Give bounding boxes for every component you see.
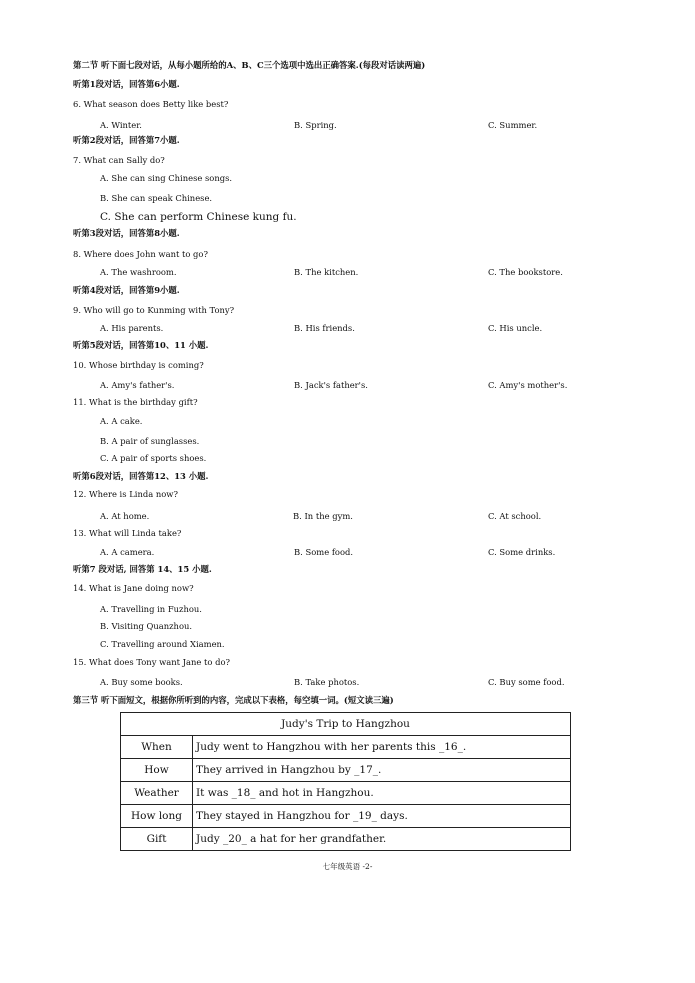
q6-option-b: B. Spring. [294,120,337,130]
row-key: How long [121,805,193,828]
q8-option-c: C. The bookstore. [488,267,563,277]
table-row [121,759,571,782]
q12-option-b: B. In the gym. [293,511,353,521]
row-key: Weather [121,782,193,805]
page-footer: 七年级英语 -2- [322,862,373,871]
q10-option-a: A. Amy's father's. [100,380,175,390]
q15-option-c: C. Buy some food. [488,677,565,687]
q11-option-b: B. A pair of sunglasses. [100,436,200,446]
group-intro: 听第2段对话，回答第7小题. [73,135,180,145]
q15-option-a: A. Buy some books. [100,677,183,687]
q10-option-b: B. Jack's father's. [294,380,368,390]
question-6: 6. What season does Betty like best? [73,99,229,109]
q7-option-b: B. She can speak Chinese. [100,193,213,203]
q9-option-c: C. His uncle. [488,323,543,333]
row-key: When [121,736,193,759]
group-intro: 听第6段对话，回答第12、13 小题. [73,471,209,481]
q14-option-c: C. Travelling around Xiamen. [100,639,225,649]
section3-header: 第三节 听下面短文，根据你所听到的内容，完成以下表格，每空填一词。(短文读三遍) [73,695,394,705]
group-intro: 听第4段对话，回答第9小题. [73,285,180,295]
row-value: It was _18_ and hot in Hangzhou. [193,782,571,805]
question-10: 10. Whose birthday is coming? [73,360,204,370]
question-9: 9. Who will go to Kunming with Tony? [73,305,235,315]
question-11: 11. What is the birthday gift? [73,397,198,407]
question-15: 15. What does Tony want Jane to do? [73,657,230,667]
q13-option-a: A. A camera. [100,547,155,557]
row-value: They stayed in Hangzhou for _19_ days. [193,805,571,828]
q14-option-a: A. Travelling in Fuzhou. [100,604,202,614]
table-row [121,736,571,759]
q13-option-b: B. Some food. [294,547,354,557]
group-intro: 听第5段对话，回答第10、11 小题. [73,340,209,350]
q6-option-c: C. Summer. [488,120,538,130]
q9-option-a: A. His parents. [100,323,164,333]
q7-option-a: A. She can sing Chinese songs. [100,173,233,183]
group-intro: 听第1段对话，回答第6小题. [73,79,180,89]
table-row [121,782,571,805]
group-intro: 听第3段对话，回答第8小题. [73,228,180,238]
q11-option-a: A. A cake. [100,416,143,426]
row-key: Gift [121,828,193,851]
q12-option-c: C. At school. [488,511,542,521]
q11-option-c: C. A pair of sports shoes. [100,453,207,463]
q13-option-c: C. Some drinks. [488,547,556,557]
question-7: 7. What can Sally do? [73,155,165,165]
q8-option-b: B. The kitchen. [294,267,359,277]
q7-option-c: C. She can perform Chinese kung fu. [100,211,297,223]
row-key: How [121,759,193,782]
q9-option-b: B. His friends. [294,323,355,333]
table-title: Judy's Trip to Hangzhou [121,713,571,736]
q14-option-b: B. Visiting Quanzhou. [100,621,193,631]
question-12: 12. Where is Linda now? [73,489,178,499]
q6-option-a: A. Winter. [100,120,142,130]
q15-option-b: B. Take photos. [294,677,360,687]
question-13: 13. What will Linda take? [73,528,182,538]
q10-option-c: C. Amy's mother's. [488,380,568,390]
q8-option-a: A. The washroom. [100,267,177,277]
question-8: 8. Where does John want to go? [73,249,208,259]
question-14: 14. What is Jane doing now? [73,583,194,593]
q12-option-a: A. At home. [100,511,150,521]
table-row [121,805,571,828]
row-value: Judy went to Hangzhou with her parents this _16_. [193,736,571,759]
group-intro: 听第7 段对话, 回答第 14、15 小题. [73,564,212,574]
section2-header: 第二节 听下面七段对话，从每小题所给的A、B、C三个选项中选出正确答案.(每段对话读两遍) [73,60,426,70]
row-value: Judy _20_ a hat for her grandfather. [193,828,571,851]
row-value: They arrived in Hangzhou by _17_. [193,759,571,782]
table-row [121,828,571,851]
trip-table [120,712,571,851]
